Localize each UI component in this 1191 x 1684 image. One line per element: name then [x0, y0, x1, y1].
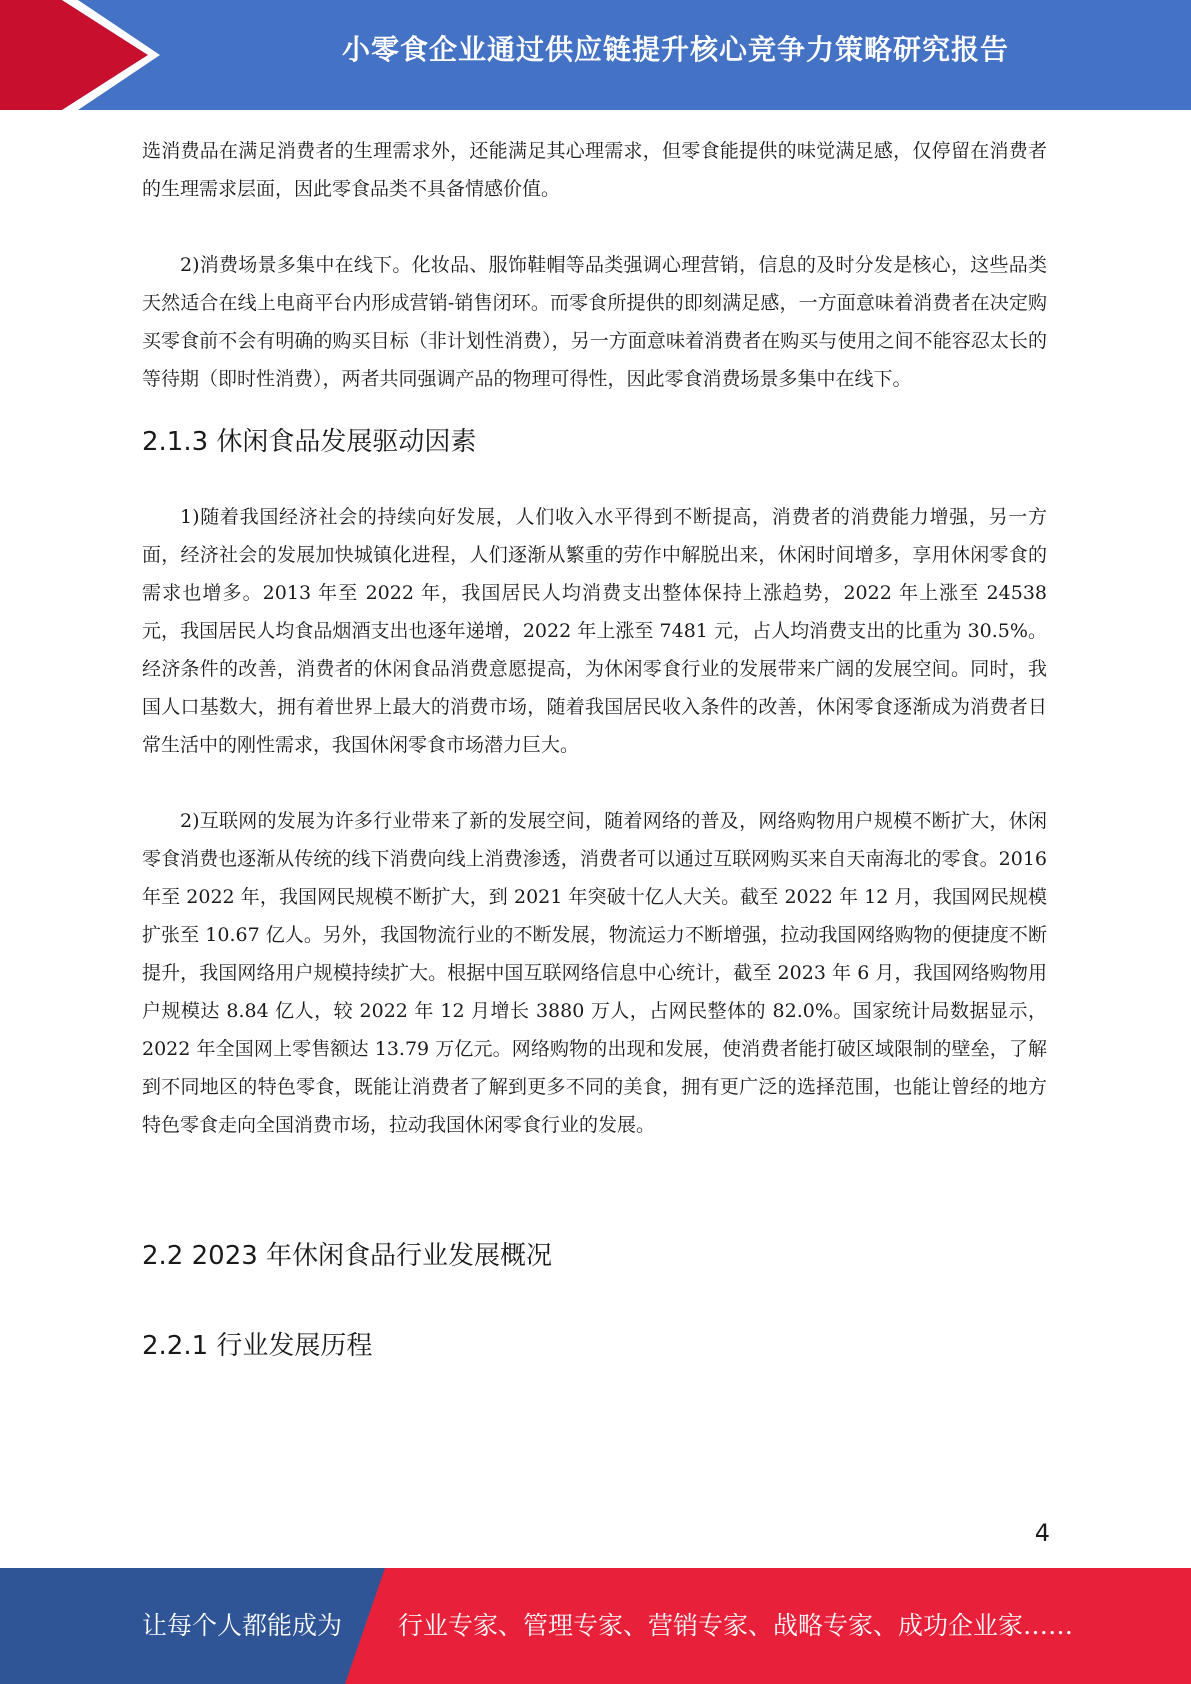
footer-slogan-left: 让每个人都能成为: [142, 1611, 343, 1640]
section-heading-2-2-1: 2.2.1 行业发展历程: [142, 1331, 373, 1361]
paragraph-continued: 选消费品在满足消费者的生理需求外，还能满足其心理需求，但零食能提供的味觉满足感，仅停留在消费者的生理需求层面，因此零食品类不具备情感价值。: [142, 140, 1047, 200]
header-title: 小零食企业通过供应链提升核心竞争力策略研究报告: [341, 33, 1009, 66]
page-footer: [0, 1568, 1191, 1684]
paragraph-driver-internet: 2)互联网的发展为许多行业带来了新的发展空间，随着网络的普及，网络购物用户规模不断扩大，休闲零食消费也逐渐从传统的线下消费向线上消费渗透，消费者可以通过互联网购买来自天南海北的零食。2016 年至 2022 年，我国网民规模不断扩大，到 2021 年突破十亿人大关。截至 2022 年 12 月，我国网民规模扩张至 10.67 亿人。另外，我国物流行业的不断发展，物流运力不断增强，拉动我国网络购物的便捷度不断提升，我国网络用户规模持续扩大。根据中国互联网络信息中心统计，截至 2023 年 6 月，我国网络购物用户规模达 8.84 亿人，较 2022 年 12 月增长 3880 万人，占网民整体的 82.0%。国家统计局数据显示，2022 年全国网上零售额达 13.79 万亿元。网络购物的出现和发展，使消费者能打破区域限制的壁垒，了解到不同地区的特色零食，既能让消费者了解到更多不同的美食，拥有更广泛的选择范围，也能让曾经的地方特色零食走向全国消费市场，拉动我国休闲零食行业的发展。: [142, 810, 1047, 1136]
document-body: [142, 132, 1047, 1366]
section-heading-2-1-3: 2.1.3 休闲食品发展驱动因素: [142, 427, 477, 457]
section-heading-2-2: 2.2 2023 年休闲食品行业发展概况: [142, 1241, 553, 1271]
page-header: [0, 0, 1191, 110]
paragraph-driver-income: 1)随着我国经济社会的持续向好发展，人们收入水平得到不断提高，消费者的消费能力增强，另一方面，经济社会的发展加快城镇化进程，人们逐渐从繁重的劳作中解脱出来，休闲时间增多，享用休闲零食的需求也增多。2013 年至 2022 年，我国居民人均消费支出整体保持上涨趋势，2022 年上涨至 24538 元，我国居民人均食品烟酒支出也逐年递增，2022 年上涨至 7481 元，占人均消费支出的比重为 30.5%。经济条件的改善，消费者的休闲食品消费意愿提高，为休闲零食行业的发展带来广阔的发展空间。同时，我国人口基数大，拥有着世界上最大的消费市场，随着我国居民收入条件的改善，休闲零食逐渐成为消费者日常生活中的刚性需求，我国休闲零食市场潜力巨大。: [142, 506, 1047, 756]
footer-slogan-right: 行业专家、管理专家、营销专家、战略专家、成功企业家……: [398, 1611, 1074, 1640]
paragraph-consumption-scenario: 2)消费场景多集中在线下。化妆品、服饰鞋帽等品类强调心理营销，信息的及时分发是核心，这些品类天然适合在线上电商平台内形成营销-销售闭环。而零食所提供的即刻满足感，一方面意味着消费者在决定购买零食前不会有明确的购买目标（非计划性消费），另一方面意味着消费者在购买与使用之间不能容忍太长的等待期（即时性消费），两者共同强调产品的物理可得性，因此零食消费场景多集中在线下。: [142, 254, 1047, 390]
page-number: 4: [1034, 1519, 1050, 1547]
